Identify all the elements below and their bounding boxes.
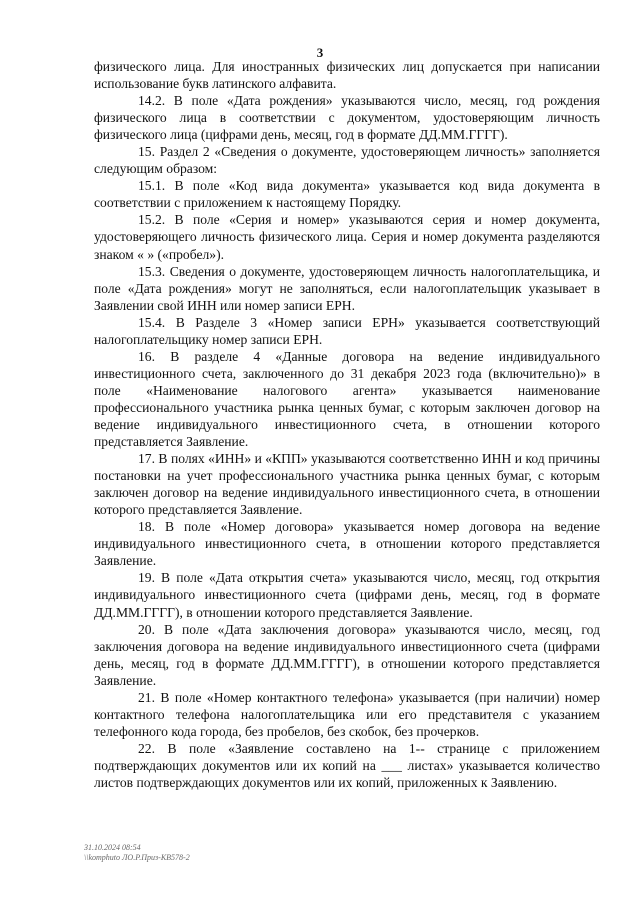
paragraph-15-2: 15.2. В поле «Серия и номер» указываются серия и номер документа, удостоверяющего личность физического лица. Серия и номер документа разделяются знаком « » («пробел»). (94, 212, 600, 262)
footer-stamp (84, 843, 190, 863)
footer-file-path: \\komphuto ЛО.Р.Приз-КВ578-2 (84, 853, 190, 862)
paragraph-15-4: 15.4. В Разделе 3 «Номер записи ЕРН» указывается соответствующий налогоплательщику номер записи ЕРН. (94, 314, 600, 347)
paragraph-14-2: 14.2. В поле «Дата рождения» указываются число, месяц, год рождения физического лица в соответствии с документом, удостоверяющим личность физического лица (цифрами день, месяц, год в формате ДД.ММ.ГГГГ). (94, 93, 600, 143)
paragraph-22: 22. В поле «Заявление составлено на 1-- странице с приложением подтверждающих документов или их копий на ___ листах» указывается количество листов подтверждающих документов или их копий, приложенных к Заявлению. (94, 740, 600, 790)
footer-timestamp: 31.10.2024 08:54 (84, 843, 141, 852)
paragraph-15: 15. Раздел 2 «Сведения о документе, удостоверяющем личность» заполняется следующим образом: (94, 144, 600, 177)
paragraph-21: 21. В поле «Номер контактного телефона» указывается (при наличии) номер контактного телефона налогоплательщика или его представителя с указанием телефонного кода города, без пробелов, без скобок, без прочерков. (94, 689, 600, 739)
paragraph-15-3: 15.3. Сведения о документе, удостоверяющем личность налогоплательщика, и поле «Дата рождения» могут не заполняться, если налогоплательщик указывает в Заявлении свой ИНН или номер записи ЕРН. (94, 263, 600, 313)
paragraph-20: 20. В поле «Дата заключения договора» указываются число, месяц, год заключения договора на ведение индивидуального инвестиционного счета (цифрами день, месяц, год в формате ДД.ММ.ГГГГ), в отношении которого представляется Заявление. (94, 621, 600, 688)
paragraph-18: 18. В поле «Номер договора» указывается номер договора на ведение индивидуального инвестиционного счета, в отношении которого представляется Заявление. (94, 519, 600, 569)
document-body (94, 58, 600, 791)
paragraph-15-1: 15.1. В поле «Код вида документа» указывается код вида документа в соответствии с приложением к настоящему Порядку. (94, 178, 600, 211)
paragraph-intro-continuation: физического лица. Для иностранных физических лиц допускается при написании использование букв латинского алфавита. (94, 59, 600, 92)
page-number: 3 (316, 45, 324, 60)
paragraph-17: 17. В полях «ИНН» и «КПП» указываются соответственно ИНН и код причины постановки на учет профессионального участника рынка ценных бумаг, с которым заключен договор на ведение индивидуального инвестиционного счета, в отношении которого представляется Заявление. (94, 451, 600, 518)
paragraph-19: 19. В поле «Дата открытия счета» указываются число, месяц, год открытия индивидуального инвестиционного счета (цифрами день, месяц, год в формате ДД.ММ.ГГГГ), в отношении которого представляется Заявление. (94, 570, 600, 620)
paragraph-16: 16. В разделе 4 «Данные договора на ведение индивидуального инвестиционного счета, заключенного до 31 декабря 2023 года (включительно)» в поле «Наименование налогового агента» указывается наименование профессионального участника рынка ценных бумаг, с которым заключен договор на ведение индивидуального инвестиционного счета, в отношении которого представляется Заявление. (94, 348, 600, 450)
